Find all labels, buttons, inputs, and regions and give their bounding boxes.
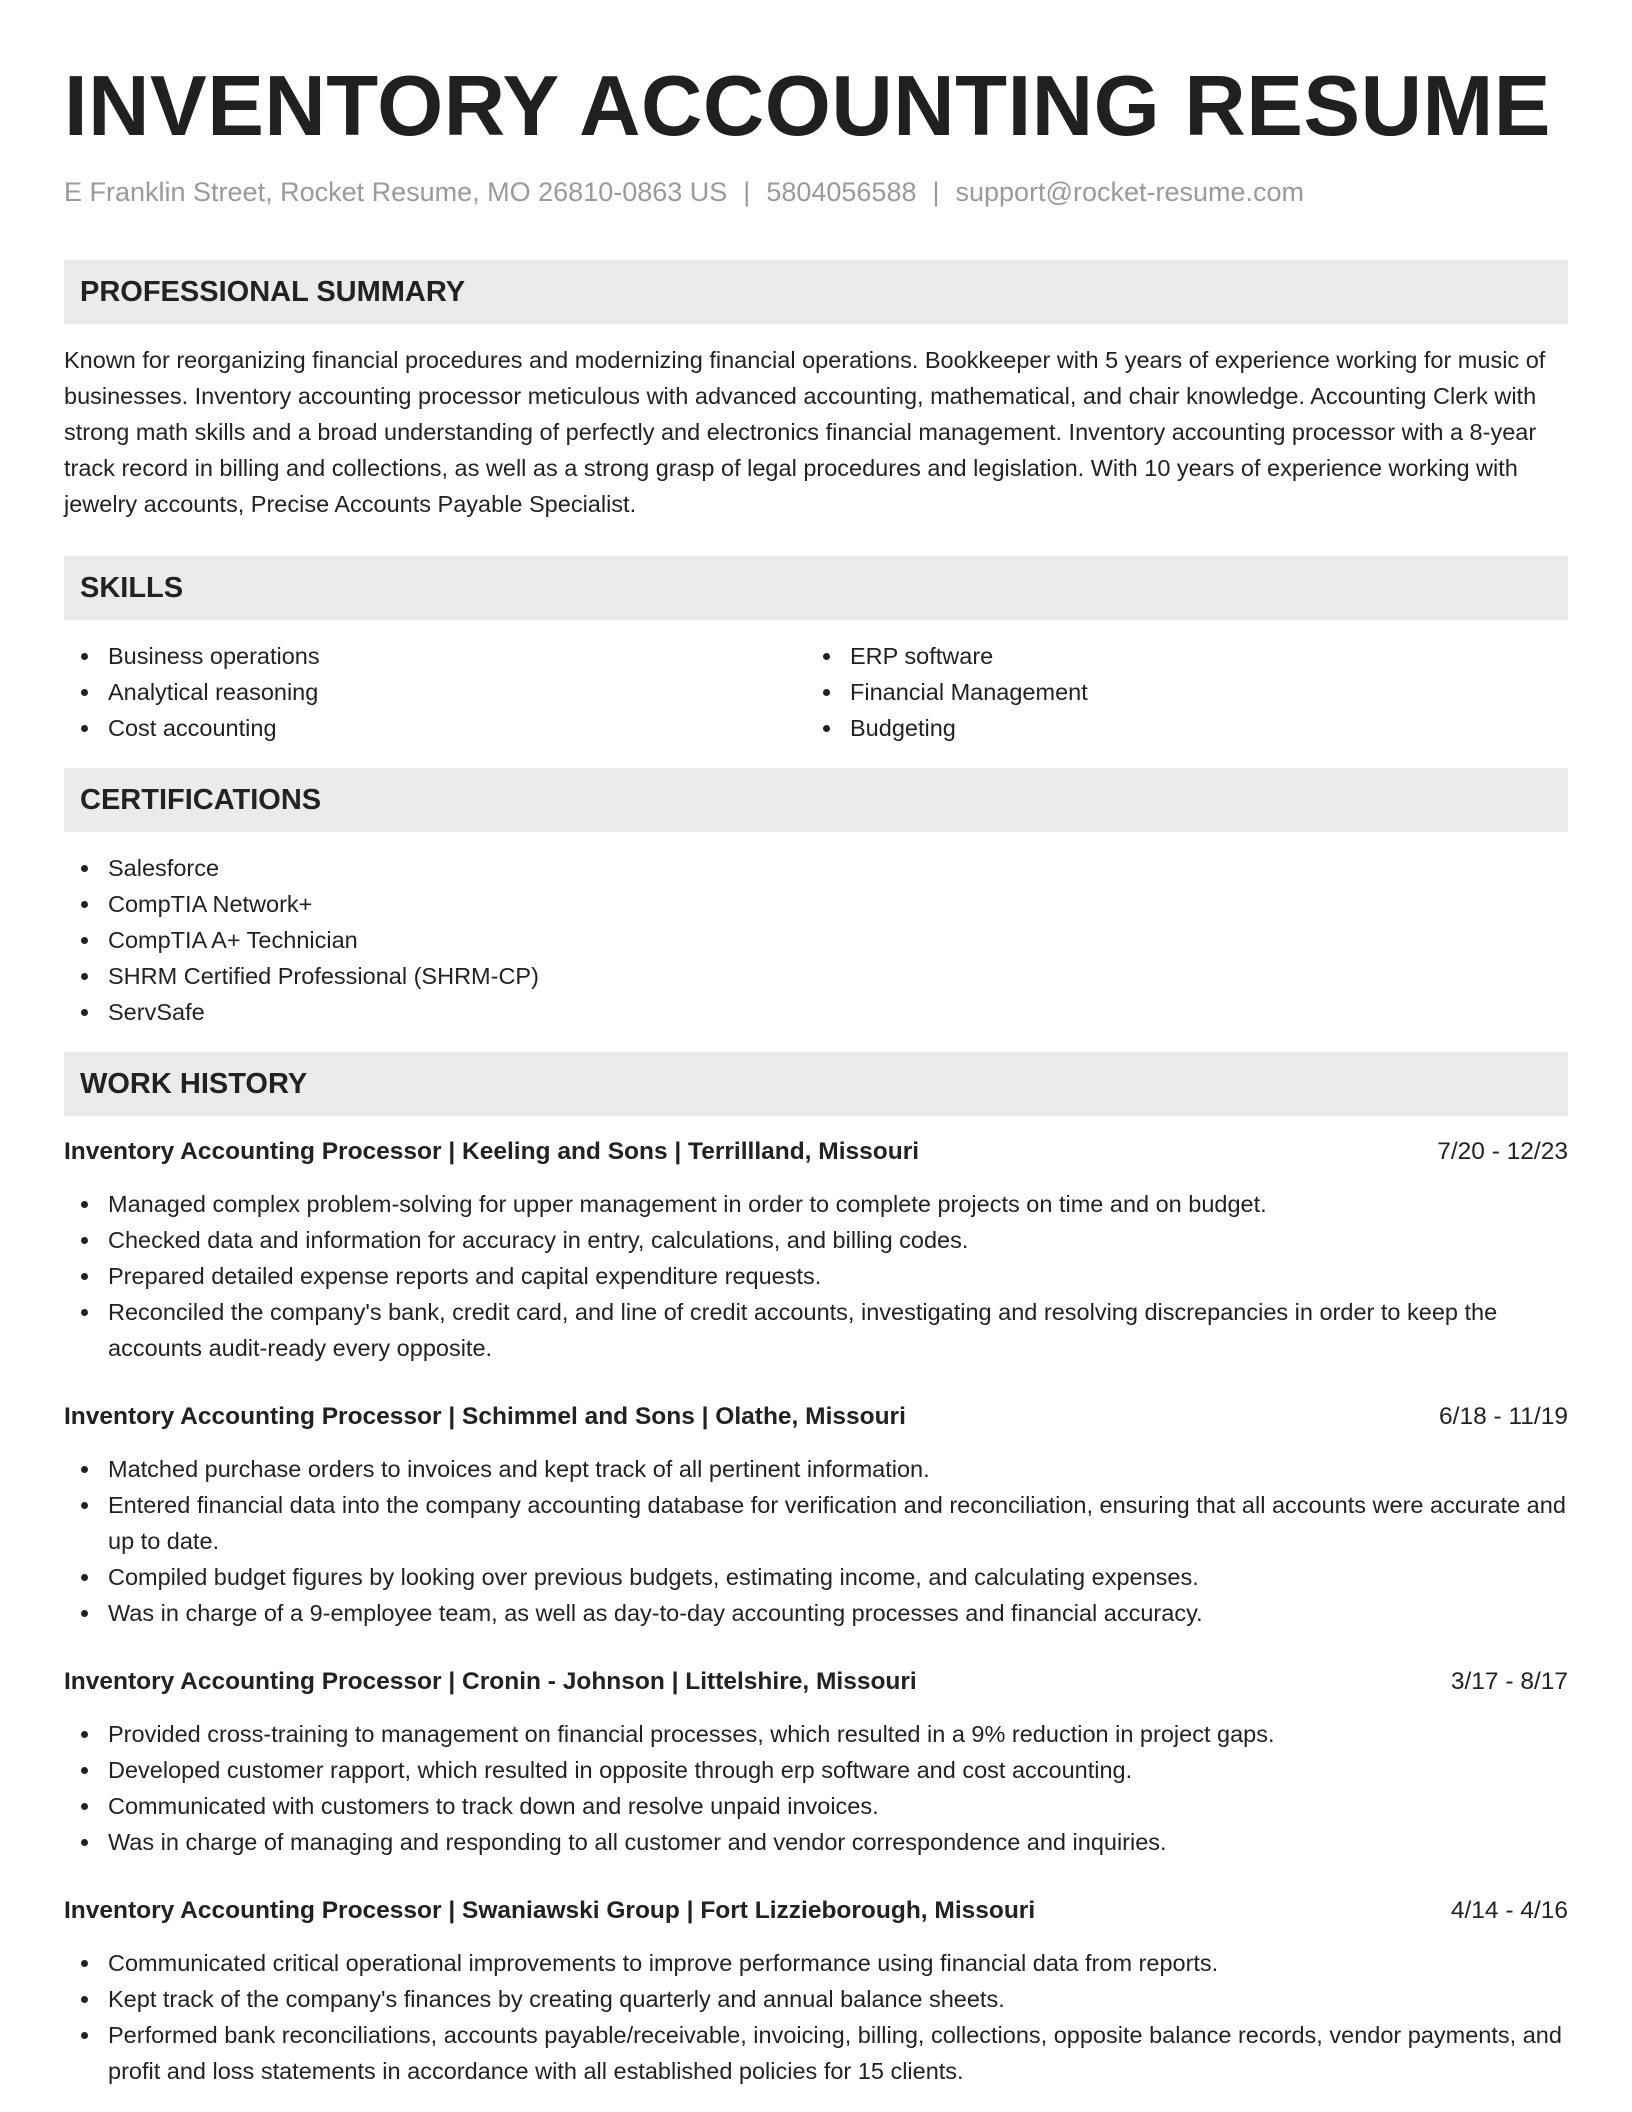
job-bullet: Kept track of the company's finances by creating quarterly and annual balance sheets. (108, 1981, 1568, 2017)
certifications-list (64, 850, 1568, 1030)
skill-item: Cost accounting (108, 710, 806, 746)
job-header (64, 1664, 1568, 1700)
job-title: Inventory Accounting Processor | Schimmel and Sons | Olathe, Missouri (64, 1403, 906, 1430)
skills-grid (64, 638, 1568, 746)
job-bullets (64, 1716, 1568, 1860)
job-bullet: Developed customer rapport, which resulted in opposite through erp software and cost accounting. (108, 1752, 1568, 1788)
contact-phone: 5804056588 (766, 177, 917, 207)
skill-item: Budgeting (850, 710, 1548, 746)
job-bullets (64, 1945, 1568, 2089)
job-title: Inventory Accounting Processor | Swaniawski Group | Fort Lizzieborough, Missouri (64, 1897, 1036, 1924)
skill-item: Analytical reasoning (108, 674, 806, 710)
job-entry (64, 1893, 1568, 2089)
skill-item: Business operations (108, 638, 806, 674)
job-header (64, 1399, 1568, 1435)
job-bullets (64, 1186, 1568, 1366)
job-dates: 4/14 - 4/16 (1450, 1897, 1568, 1924)
job-title: Inventory Accounting Processor | Cronin - Johnson | Littelshire, Missouri (64, 1668, 917, 1695)
job-bullet: Managed complex problem-solving for upper management in order to complete projects on time and on budget. (108, 1186, 1568, 1222)
skills-column-left (64, 638, 806, 746)
contact-email: support@rocket-resume.com (955, 177, 1305, 207)
job-bullet: Provided cross-training to management on financial processes, which resulted in a 9% reduction in project gaps. (108, 1716, 1568, 1752)
job-bullet: Performed bank reconciliations, accounts payable/receivable, invoicing, billing, collections, opposite balance records, vendor payments, and profit and loss statements in accordance with all established policies for 15 clients. (108, 2017, 1568, 2089)
job-header (64, 1893, 1568, 1929)
certification-item: CompTIA Network+ (108, 886, 1568, 922)
skill-item: ERP software (850, 638, 1548, 674)
job-bullet: Compiled budget figures by looking over previous budgets, estimating income, and calculating expenses. (108, 1559, 1568, 1595)
skills-list-left (64, 638, 806, 746)
summary-text: Known for reorganizing financial procedures and modernizing financial operations. Bookkeeper with 5 years of experience working for music of businesses. Inventory accounting processor meticulous with advanced accounting, mathematical, and chair knowledge. Accounting Clerk with strong math skills and a broad understanding of perfectly and electronics financial management. Inventory accounting processor with a 8-year track record in billing and collections, as well as a strong grasp of legal procedures and legislation. With 10 years of experience working with jewelry accounts, Precise Accounts Payable Specialist. (64, 347, 1546, 517)
job-title: Inventory Accounting Processor | Keeling and Sons | Terrillland, Missouri (64, 1138, 920, 1165)
certification-item: SHRM Certified Professional (SHRM-CP) (108, 958, 1568, 994)
job-entry (64, 1399, 1568, 1631)
skill-item: Financial Management (850, 674, 1548, 710)
skills-list-right (806, 638, 1548, 746)
job-dates: 6/18 - 11/19 (1439, 1403, 1568, 1430)
certification-item: ServSafe (108, 994, 1568, 1030)
job-entry (64, 1664, 1568, 1860)
certification-item: CompTIA A+ Technician (108, 922, 1568, 958)
job-dates: 7/20 - 12/23 (1437, 1138, 1568, 1165)
certification-item: Salesforce (108, 850, 1568, 886)
contact-separator: | (932, 177, 940, 207)
certifications-heading: CERTIFICATIONS (64, 768, 1568, 832)
job-bullet: Was in charge of managing and responding to all customer and vendor correspondence and inquiries. (108, 1824, 1568, 1860)
skills-heading: SKILLS (64, 556, 1568, 620)
job-bullet: Was in charge of a 9-employee team, as well as day-to-day accounting processes and financial accuracy. (108, 1595, 1568, 1631)
work-history-heading: WORK HISTORY (64, 1052, 1568, 1116)
job-bullet: Checked data and information for accuracy in entry, calculations, and billing codes. (108, 1222, 1568, 1258)
job-header (64, 1134, 1568, 1170)
job-bullet: Prepared detailed expense reports and capital expenditure requests. (108, 1258, 1568, 1294)
job-bullets (64, 1451, 1568, 1631)
contact-separator: | (743, 177, 751, 207)
summary-heading: PROFESSIONAL SUMMARY (64, 260, 1568, 324)
skills-column-right (806, 638, 1548, 746)
job-bullet: Entered financial data into the company accounting database for verification and reconciliation, ensuring that all accounts were accurate and up to date. (108, 1487, 1568, 1559)
job-dates: 3/17 - 8/17 (1450, 1668, 1568, 1695)
job-bullet: Matched purchase orders to invoices and kept track of all pertinent information. (108, 1451, 1568, 1487)
job-entry (64, 1134, 1568, 1366)
job-bullet: Communicated with customers to track down and resolve unpaid invoices. (108, 1788, 1568, 1824)
job-bullet: Reconciled the company's bank, credit card, and line of credit accounts, investigating and resolving discrepancies in order to keep the accounts audit-ready every opposite. (108, 1294, 1568, 1366)
resume-title: INVENTORY ACCOUNTING RESUME (64, 59, 1551, 154)
contact-line (64, 177, 1568, 208)
job-bullet: Communicated critical operational improvements to improve performance using financial data from reports. (108, 1945, 1568, 1981)
contact-address: E Franklin Street, Rocket Resume, MO 26810-0863 US (64, 177, 728, 207)
